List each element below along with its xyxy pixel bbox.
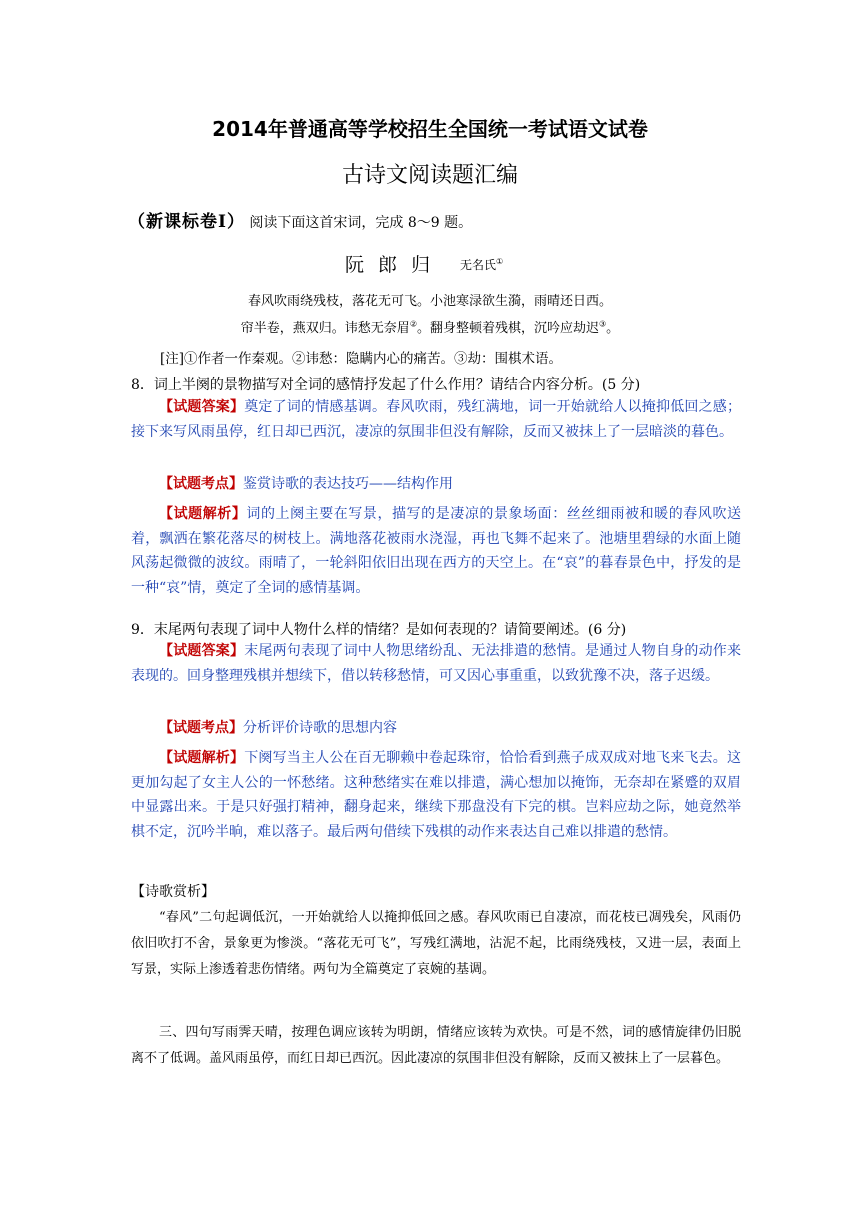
point-tag: 【试题考点】 — [159, 720, 243, 736]
poem-author: 无名氏① — [460, 257, 504, 272]
footnote-mark: ② — [409, 319, 417, 329]
footnote-mark: ③ — [599, 319, 607, 329]
section-instruction: 阅读下面这首宋词，完成 8～9 题。 — [249, 215, 473, 231]
analysis-tag: 【试题解析】 — [159, 750, 245, 766]
appreciation-paragraph-2: 三、四句写雨霁天晴，按理色调应该转为明朗，情绪应该转为欢快。可是不然，词的感情旋律仍旧脱离不了低调。盖风雨虽停，而红日却已西沉。因此凄凉的氛围非但没有解除，反而又被抹上了一层暮色。 — [131, 1025, 741, 1066]
answer-tag: 【试题答案】 — [159, 399, 245, 415]
poem-line-2: 帘半卷，燕双归。讳愁无奈眉②。翻身整顿着残棋，沉吟应劫迟③。 — [240, 319, 620, 336]
appreciation-paragraph-1: “春风”二句起调低沉，一开始就给人以掩抑低回之感。春风吹雨已自凄凉，而花枝已凋残矣，风雨仍依旧吹打不舍，景象更为惨淡。“落花无可飞”，写残红满地，沾泥不起，比雨绕残枝，又进一层，表面上写景，实际上渗透着悲伤情绪。两句为全篇奠定了哀婉的基调。 — [131, 910, 741, 977]
analysis-tag: 【试题解析】 — [159, 506, 247, 522]
document-title: 2014年普通高等学校招生全国统一考试语文试卷 — [212, 117, 648, 141]
q9-analysis: 【试题解析】下阕写当主人公在百无聊赖中卷起珠帘，恰恰看到燕子成双成对地飞来飞去。这更加勾起了女主人公的一怀愁绪。这种愁绪实在难以排遣，满心想加以掩饰，无奈却在紧蹙的双眉中显露出来。于是只好强打精神，翻身起来，继续下那盘没有下完的棋。岂料应劫之际，她竟然举棋不定，沉吟半晌，难以落子。最后两句借续下残棋的动作来表达自己难以排遣的愁情。 — [131, 750, 742, 840]
q8-answer: 【试题答案】奠定了词的情感基调。春风吹雨，残红满地，词一开始就给人以掩抑低回之感；接下来写风雨虽停，红日却已西沉，凄凉的氛围非但没有解除，反而又被抹上了一层暗淡的暮色。 — [131, 399, 742, 440]
answer-tag: 【试题答案】 — [159, 643, 245, 659]
document-subtitle: 古诗文阅读题汇编 — [341, 163, 518, 188]
q8-point: 【试题考点】鉴赏诗歌的表达技巧——结构作用 — [159, 476, 453, 492]
section-header — [128, 207, 748, 232]
q8-analysis: 【试题解析】词的上阕主要在写景，描写的是凄凉的景象场面：丝丝细雨被和暖的春风吹送着，飘洒在繁花落尽的树枝上。满地落花被雨水浇湿，再也飞舞不起来了。池塘里碧绿的水面上随风荡起微微的波纹。雨晴了，一轮斜阳依旧出现在西方的天空上。在“哀”的暮春景色中，抒发的是一种“哀”情，奠定了全词的感情基调。 — [131, 506, 742, 596]
q9-answer: 【试题答案】末尾两句表现了词中人物思绪纷乱、无法排遣的愁情。是通过人物自身的动作来表现的。回身整理残棋并想续下，借以转移愁情，可又因心事重重，以致犹豫不决，落子迟缓。 — [131, 643, 742, 684]
point-tag: 【试题考点】 — [159, 476, 243, 492]
q9-point: 【试题考点】分析评价诗歌的思想内容 — [159, 720, 397, 736]
appreciation-heading: 【诗歌赏析】 — [131, 884, 215, 900]
question-9: 9．末尾两句表现了词中人物什么样的情绪？是如何表现的？请简要阐述。(6 分) — [131, 622, 627, 638]
footnote-mark: ① — [496, 257, 504, 266]
question-8: 8．词上半阕的景物描写对全词的感情抒发起了什么作用？请结合内容分析。(5 分) — [131, 377, 641, 393]
poem-notes: [注]①作者一作秦观。②讳愁：隐瞒内心的痛苦。③劫：围棋术语。 — [160, 351, 563, 367]
poem-title: 阮 郎 归 — [345, 254, 435, 276]
poem-line-1: 春风吹雨绕残枝，落花无可飞。小池寒渌欲生漪，雨晴还日西。 — [247, 294, 612, 309]
section-label: （新课标卷Ⅰ） — [128, 212, 245, 232]
